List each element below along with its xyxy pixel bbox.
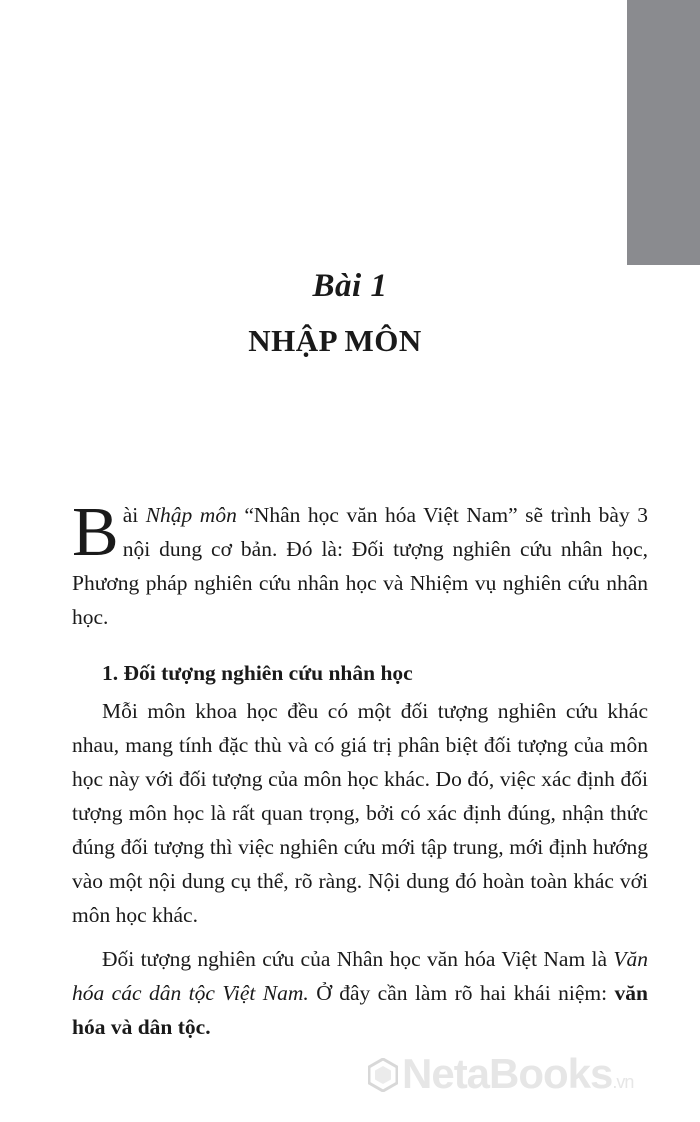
lesson-number: Bài 1 [312, 268, 388, 304]
chapter-side-tab [627, 0, 700, 265]
lesson-title: NHẬP MÔN [248, 323, 422, 358]
paragraph2-italic: Văn hóa các dân tộc Việt Nam. [72, 947, 648, 1005]
intro-text-start: ài [122, 503, 146, 527]
watermark [368, 1050, 633, 1098]
paragraph2-text-a: Đối tượng nghiên cứu của Nhân học văn hóa Việt Nam là [102, 947, 614, 971]
section-heading: 1. Đối tượng nghiên cứu nhân học [102, 661, 413, 685]
body-paragraph-2 [72, 942, 648, 1044]
paragraph2-bold: văn hóa và dân tộc. [72, 981, 648, 1039]
watermark-text: NetaBooks [402, 1050, 613, 1097]
intro-paragraph [72, 494, 648, 634]
drop-cap: B [72, 494, 119, 571]
paragraph2-text-c: Ở đây cần làm rõ hai khái niệm: [308, 981, 615, 1005]
watermark-logo-icon [368, 1058, 398, 1092]
intro-text-rest: “Nhân học văn hóa Việt Nam” sẽ trình bày 3 nội dung cơ bản. Đó là: Đối tượng nghiên cứu nhân học, Phương pháp nghiên cứu nhân học và Nhiệm vụ nghiên cứu nhân học. [72, 503, 648, 629]
page-content [72, 494, 648, 1044]
watermark-suffix: .vn [612, 1072, 634, 1092]
intro-italic-term: Nhập môn [145, 503, 237, 527]
body-paragraph-1: Mỗi môn khoa học đều có một đối tượng nghiên cứu khác nhau, mang tính đặc thù và có giá trị phân biệt đối tượng của môn học này với đối tượng của môn học khác. Do đó, việc xác định đối tượng môn học là rất quan trọng, bởi có xác định đúng, nhận thức đúng đối tượng thì việc nghiên cứu mới tập trung, mới định hướng vào một nội dung cụ thể, rõ ràng. Nội dung đó hoàn toàn khác với môn học khác. [72, 699, 648, 927]
